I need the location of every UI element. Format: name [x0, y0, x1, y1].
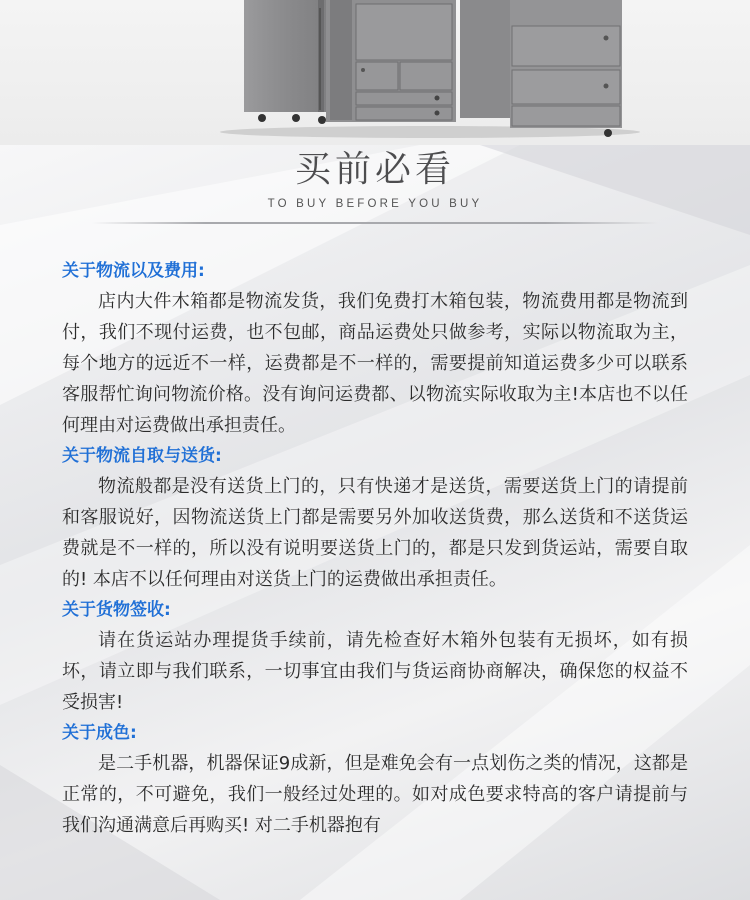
heading-divider [92, 222, 658, 224]
section-body: 店内大件木箱都是物流发货，我们免费打木箱包装，物流费用都是物流到付，我们不现付运费，也不包邮，商品运费处只做参考，实际以物流取为主，每个地方的远近不一样，运费都是不一样的，需要提前知道运费多少可以联系客服帮忙询问物流价格。没有询问运费都、以物流实际收取为主!本店也不以任何理由对运费做出承担责任。 [62, 291, 688, 436]
section-title: 关于物流自取与送货: [62, 446, 222, 466]
section-title: 关于货物签收: [62, 600, 171, 620]
section-condition [62, 718, 688, 841]
notice-content [62, 256, 688, 841]
heading-title: 买前必看 [294, 149, 455, 190]
section-title: 关于成色: [62, 723, 137, 743]
section-body: 请在货运站办理提货手续前，请先检查好木箱外包装有无损坏，如有损坏，请立即与我们联系，一切事宜由我们与货运商协商解决，确保您的权益不受损害! [62, 630, 688, 713]
section-body: 物流般都是没有送货上门的，只有快递才是送货，需要送货上门的请提前和客服说好，因物流送货上门都是需要另外加收送货费，那么送货和不送货运费就是不一样的，所以没有说明要送货上门的，都是只发到货运站，需要自取的! 本店不以任何理由对送货上门的运费做出承担责任。 [62, 476, 688, 590]
section-logistics-fees [62, 256, 688, 441]
heading-subtitle: TO BUY BEFORE YOU BUY [267, 198, 483, 210]
section-goods-receipt [62, 595, 688, 718]
product-photo [0, 0, 750, 145]
section-pickup-delivery [62, 441, 688, 595]
section-title: 关于物流以及费用: [62, 261, 205, 281]
section-body: 是二手机器，机器保证9成新，但是难免会有一点划伤之类的情况，这都是正常的，不可避免，我们一般经过处理的。如对成色要求特高的客户请提前与我们沟通满意后再购买! 对二手机器抱有 [62, 753, 688, 836]
section-heading [0, 148, 750, 210]
